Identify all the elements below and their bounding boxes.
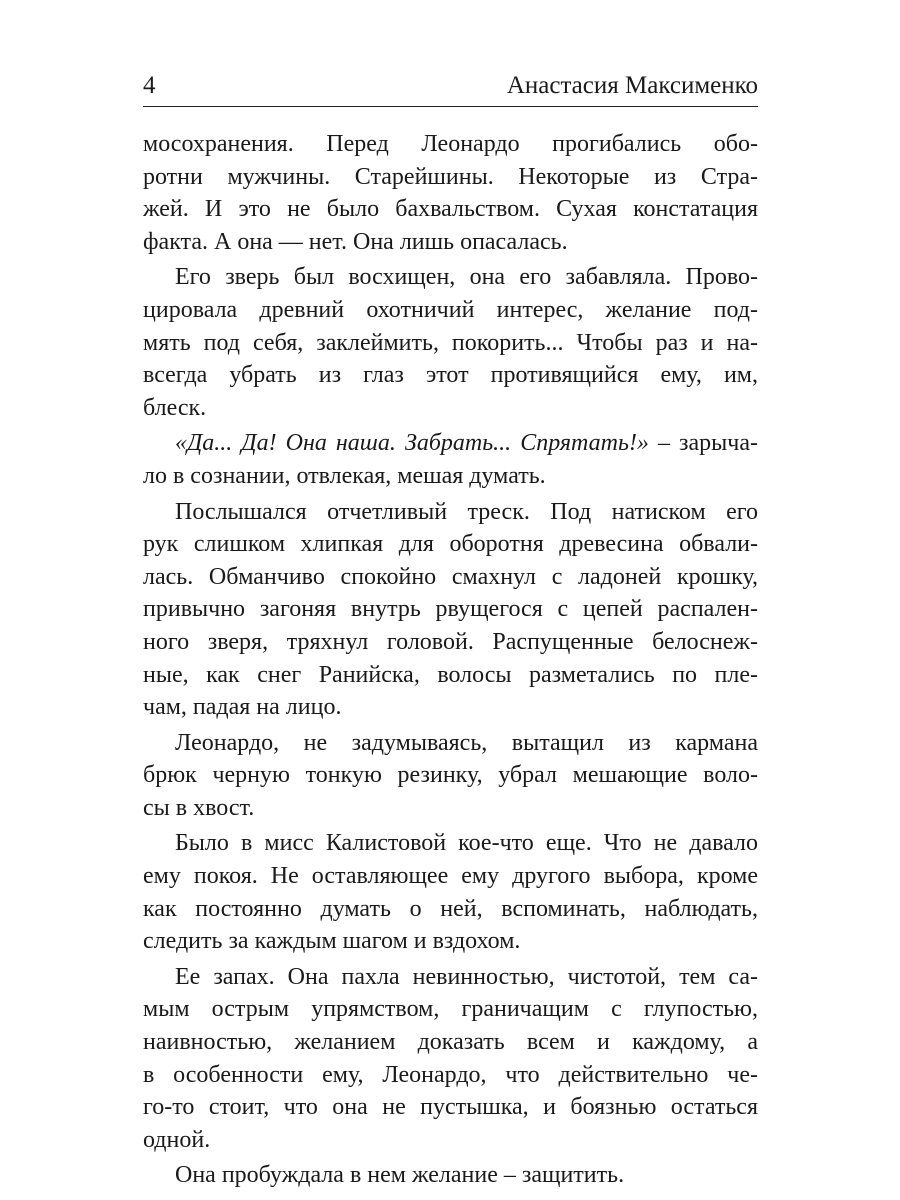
text-line: Было в мисс Калистовой кое-что еще. Что не давало	[175, 830, 758, 857]
paragraph	[143, 827, 758, 957]
paragraph	[143, 128, 758, 258]
text-line: всегда убрать из глаз этот противящийся ему, им,	[143, 362, 758, 389]
text-line: ло в сознании, отвлекая, мешая думать.	[143, 462, 546, 489]
text-line: как постоянно думать о ней, вспоминать, наблюдать,	[143, 895, 758, 922]
text-line: Его зверь был восхищен, она его забавляла. Прово-	[175, 264, 758, 291]
text-line: лась. Обманчиво спокойно смахнул с ладоней крошку,	[143, 563, 758, 590]
text-line: мять под себя, заклеймить, покорить... Чтобы раз и на-	[143, 329, 758, 356]
paragraph	[143, 727, 758, 825]
page-number: 4	[143, 72, 156, 99]
text-line: следить за каждым шагом и вздохом.	[143, 928, 521, 955]
text-line: привычно загоняя внутрь рвущегося с цепей распален-	[143, 596, 758, 623]
text-line: блеск.	[143, 394, 207, 421]
text-line: в особенности ему, Леонардо, что действительно че-	[143, 1061, 758, 1088]
paragraph	[143, 496, 758, 724]
text-line: факта. А она — нет. Она лишь опасалась.	[143, 228, 568, 255]
paragraph	[143, 427, 758, 492]
running-title: Анастасия Максименко	[506, 72, 758, 99]
text-line: брюк черную тонкую резинку, убрал мешающие воло-	[143, 762, 758, 789]
text-line	[143, 427, 758, 460]
text-line: мым острым упрямством, граничащим с глупостью,	[143, 996, 758, 1023]
body-text	[143, 128, 758, 1192]
text-line: жей. И это не было бахвальством. Сухая констатация	[143, 196, 758, 223]
paragraph	[143, 961, 758, 1157]
text-line: мосохранения. Перед Леонардо прогибались обо-	[143, 131, 758, 157]
text-line: Послышался отчетливый треск. Под натиском его	[175, 498, 758, 525]
text-line: ему покоя. Не оставляющее ему другого выбора, кроме	[143, 863, 758, 890]
text-line: чам, падая на лицо.	[143, 694, 342, 721]
text-line: Она пробуждала в нем желание – защитить.	[175, 1162, 625, 1189]
text-line: одной.	[143, 1126, 211, 1153]
text-line: ного зверя, тряхнул головой. Распущенные белоснеж-	[143, 628, 758, 655]
quote-text: «Да... Да! Она наша. Забрать... Спрятать!»	[175, 430, 649, 457]
text-line: рук слишком хлипкая для оборотня древесина обвали-	[143, 531, 758, 558]
page-header	[143, 70, 758, 106]
text-line: Ее запах. Она пахла невинностью, чистотой, тем са-	[175, 963, 758, 990]
text-line: наивностью, желанием доказать всем и каждому, а	[143, 1029, 758, 1056]
quote-attribution: – зарыча-	[648, 430, 758, 457]
paragraph	[143, 261, 758, 424]
text-line: го-то стоит, что она не пустышка, и боязнью остаться	[143, 1094, 758, 1121]
text-line: цировала древний охотничий интерес, желание под-	[143, 296, 758, 323]
header-rule	[143, 106, 758, 107]
paragraph	[143, 1159, 758, 1192]
text-line: Леонардо, не задумываясь, вытащил из кармана	[175, 729, 758, 756]
text-line: ные, как снег Ранийска, волосы разметались по пле-	[143, 661, 758, 688]
text-line: ротни мужчины. Старейшины. Некоторые из Стра-	[143, 163, 758, 190]
text-line: сы в хвост.	[143, 794, 255, 821]
